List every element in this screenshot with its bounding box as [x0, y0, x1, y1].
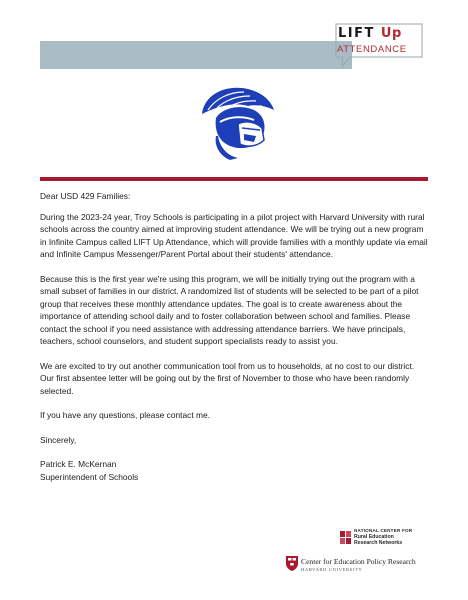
trojan-helmet-icon	[182, 84, 288, 164]
paragraph-2: Because this is the first year we're using this program, we will be initially trying out the program with a small subset of families in our district. A randomized list of students will be selected to be part of a pilot group that receives these monthly attendance updates. The goal is to create awareness about the importance of attending school daily and to foster collaboration between school and families. Please contact the school if you need assistance with addressing attendance barriers. We have principals, teachers, school counselors, and student support specialists ready to assist you.	[40, 273, 419, 346]
divider-rule	[40, 177, 428, 181]
paragraph-1: During the 2023-24 year, Troy Schools is participating in a pilot project with Harvard University with rural schools across the country aimed at improving student attendance. We will be trying out a new program in Infinite Campus called LIFT Up Attendance, which will provide families with a monthly update via email and Infinite Campus Messenger/Parent Portal about their students' attendance.	[40, 211, 428, 259]
cepr-line1: Center for Education Policy Research	[301, 557, 416, 566]
letter-body	[40, 190, 428, 483]
signer-name: Patrick E. McKernan	[40, 459, 117, 469]
header-band	[40, 41, 352, 69]
lift-up-attendance-logo	[334, 22, 430, 72]
greeting: Dear USD 429 Families:	[40, 191, 131, 201]
logo-line1: LIFT Up	[338, 26, 402, 41]
paragraph-3: We are excited to try out another communication tool from us to households, at no cost to our district. Our first absentee letter will be going out by the first of November to those who have been randomly selected.	[40, 360, 415, 396]
ncrern-logo	[340, 528, 430, 552]
closing: Sincerely,	[40, 434, 77, 445]
cepr-harvard-logo	[286, 556, 436, 580]
signer-title: Superintendent of Schools	[40, 471, 139, 482]
logo-line2: ATTENDANCE	[337, 44, 407, 55]
ncrern-line1: NATIONAL CENTER FOR	[354, 528, 413, 533]
paragraph-4: If you have any questions, please contact me.	[40, 410, 210, 420]
harvard-shield-icon	[286, 556, 298, 571]
cepr-line2: HARVARD UNIVERSITY	[301, 567, 363, 572]
ncrern-mark-icon	[340, 531, 352, 545]
ncrern-line2: Rural Education Research Networks	[354, 534, 403, 546]
